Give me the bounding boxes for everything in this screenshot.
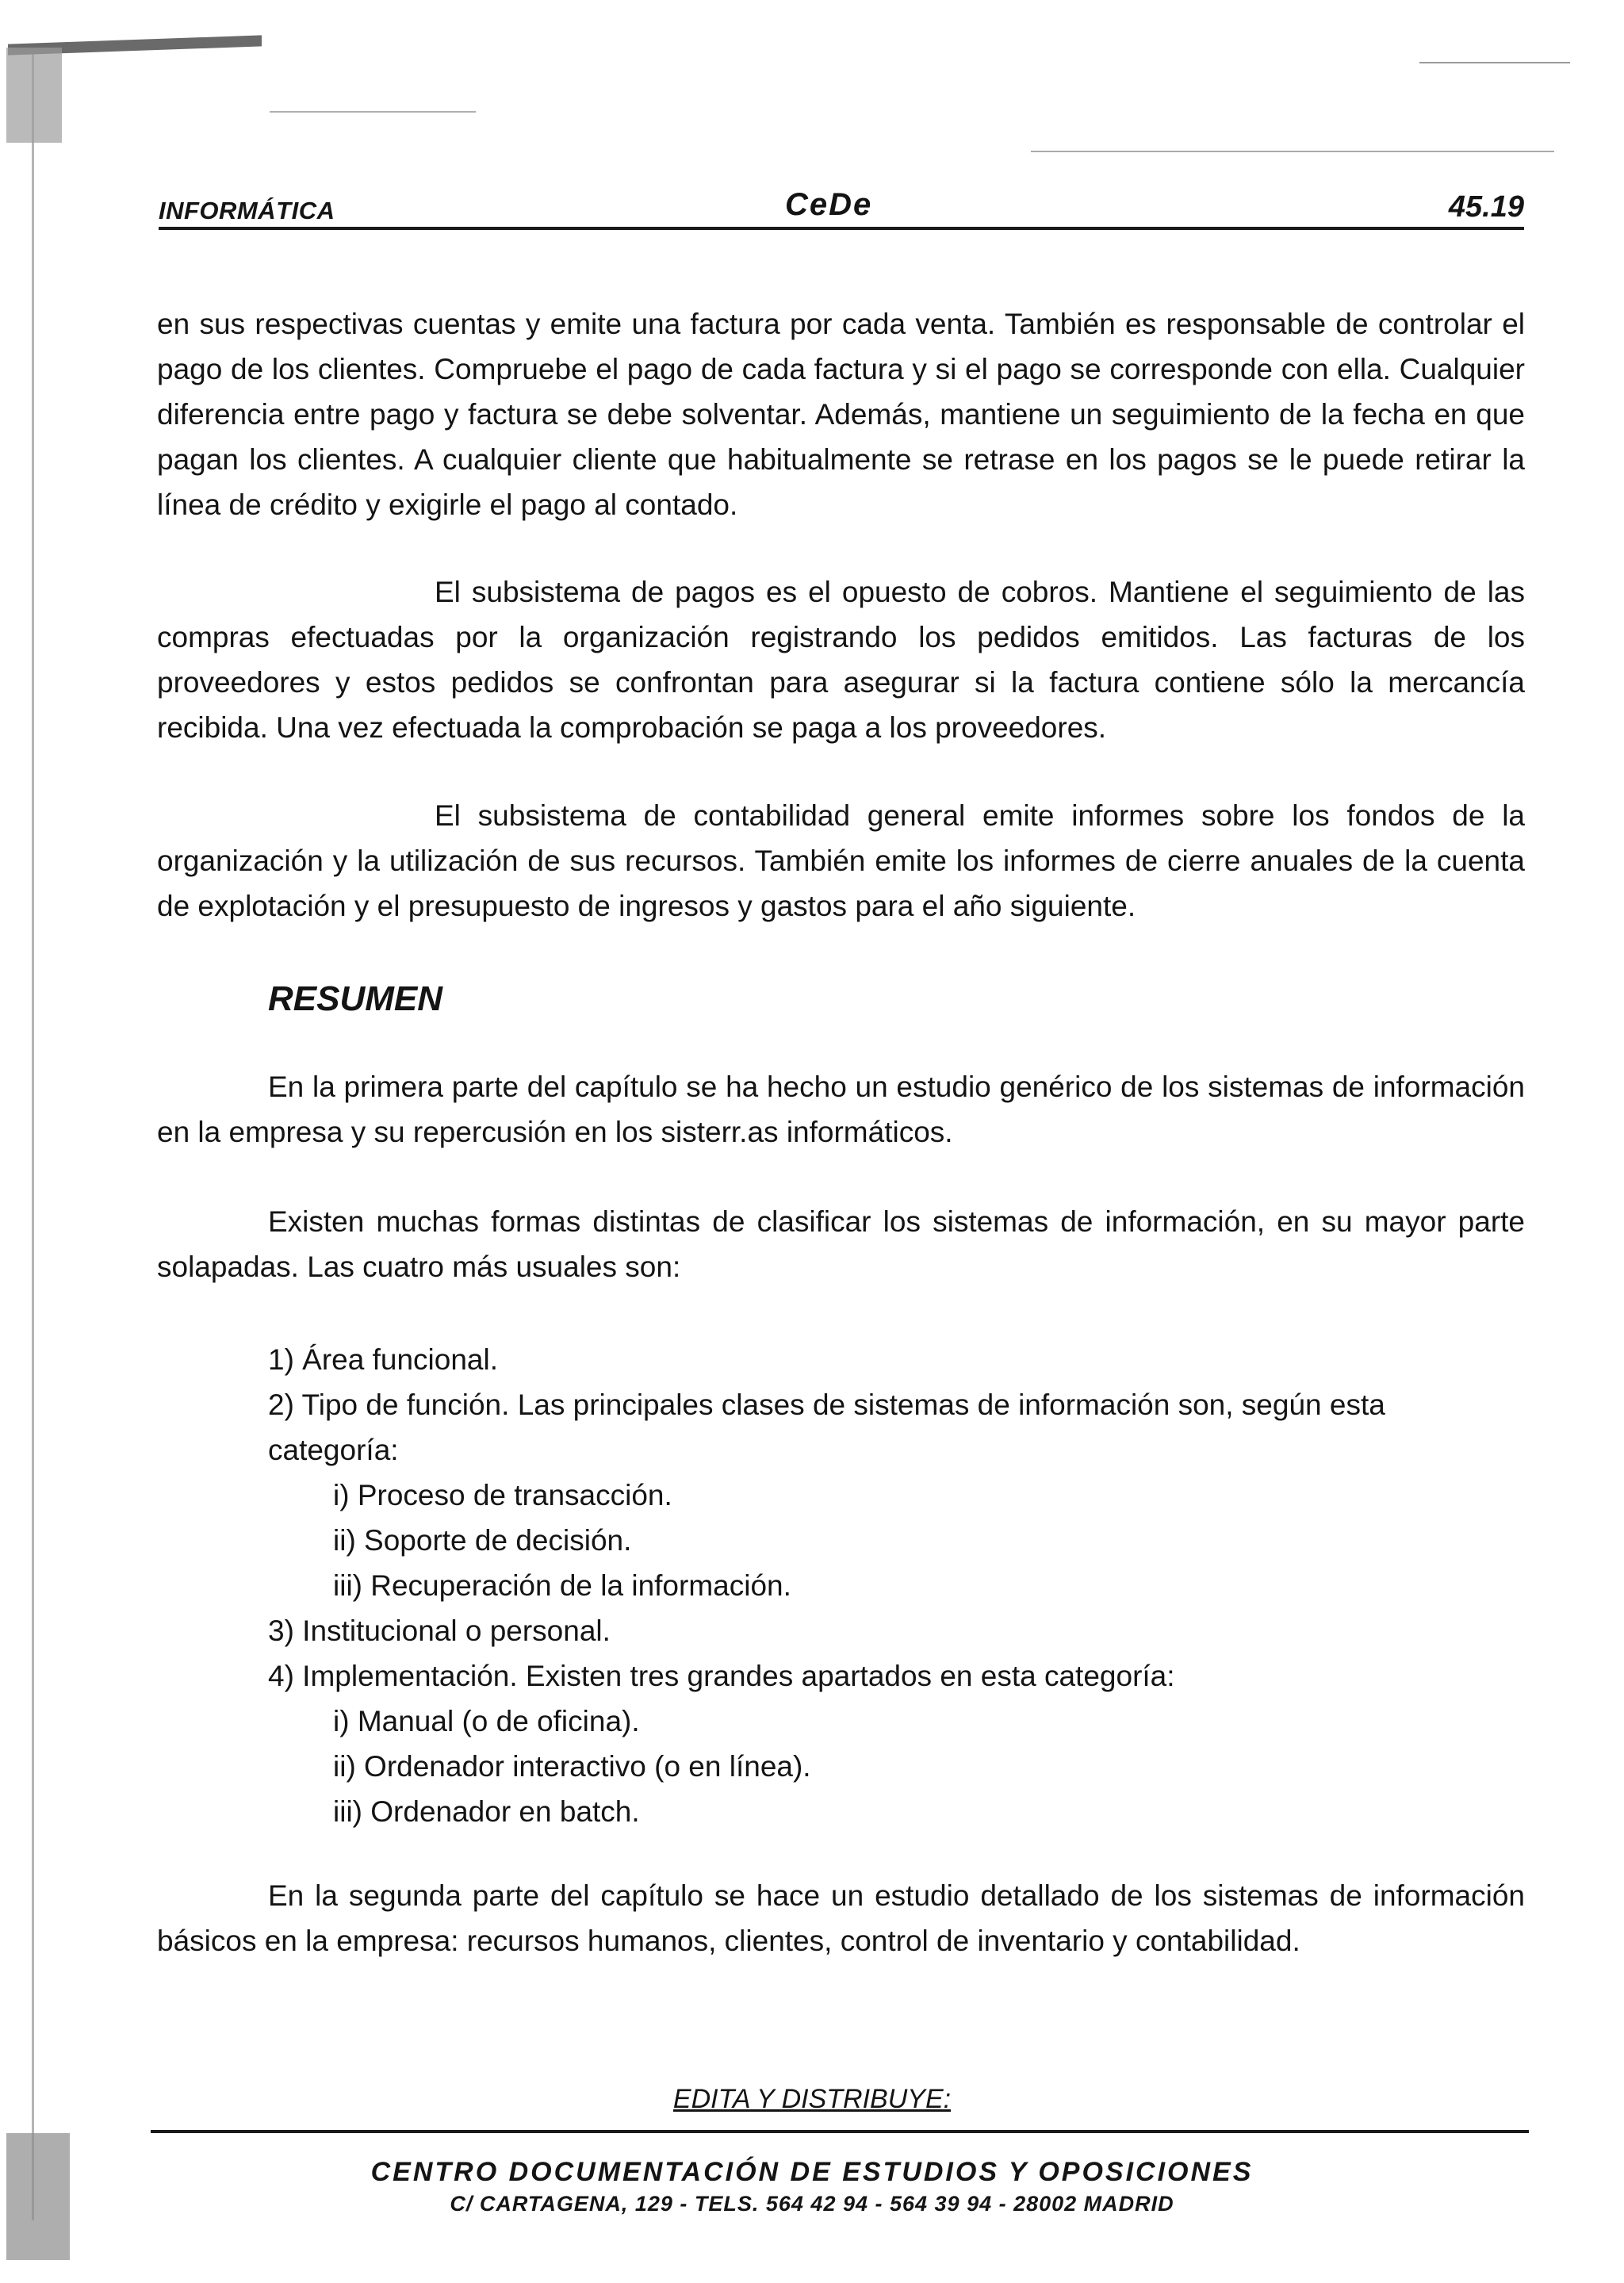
classification-list [157,1337,1525,1834]
scan-corner-smudge-top [6,48,62,143]
list-subitem: iii) Ordenador en batch. [333,1795,640,1828]
paragraph-resumen-clasificacion: Existen muchas formas distintas de clasificar los sistemas de información, en su mayor parte solapadas. Las cuatro más usuales son: [157,1205,1525,1283]
list-item: 1) Área funcional. [268,1343,499,1376]
header-subject: INFORMÁTICA [159,197,335,224]
list-subitem: i) Proceso de transacción. [333,1479,672,1511]
list-item-continuation: categoría: [268,1434,399,1466]
paragraph-pagos: El subsistema de pagos es el opuesto de cobros. Mantiene el seguimiento de las compras efectuadas por la organización registrando los pedidos emitidos. Las facturas de los proveedores y estos pedidos se confrontan para asegurar si la factura contiene sólo la mercancía recibida. Una vez efectuada la comprobación se paga a los proveedores. [157,576,1525,744]
header-page-number: 45.19 [1448,190,1524,224]
list-subitem: ii) Soporte de decisión. [333,1524,632,1557]
scan-top-line-left [270,111,476,113]
footer-title: EDITA Y DISTRIBUYE: [672,2084,952,2114]
scan-edge-line [32,48,34,2220]
scan-top-line-mid [1031,151,1554,152]
list-subitem: iii) Recuperación de la información. [333,1569,791,1602]
list-subitem: i) Manual (o de oficina). [333,1705,640,1737]
list-item: 4) Implementación. Existen tres grandes apartados en esta categoría: [268,1660,1175,1692]
footer-organization: CENTRO DOCUMENTACIÓN DE ESTUDIOS Y OPOSICIONES [370,2157,1254,2187]
paragraph-resumen-segunda-parte: En la segunda parte del capítulo se hace un estudio detallado de los sistemas de información básicos en la empresa: recursos humanos, clientes, control de inventario y contabilidad. [157,1879,1525,1957]
paragraph-cobros-continuation: en sus respectivas cuentas y emite una factura por cada venta. También es responsable de controlar el pago de los clientes. Compruebe el pago de cada factura y si el pago se corresponde con ella. Cualquier diferencia entre pago y factura se debe solventar. Además, mantiene un seguimiento de la fecha en que pagan los clientes. A cualquier cliente que habitualmente se retrase en los pagos se le puede retirar la línea de crédito y exigirle el pago al contado. [157,308,1525,521]
scan-top-line-right [1419,62,1570,63]
footer-rule [151,2130,1529,2133]
list-item: 2) Tipo de función. Las principales clases de sistemas de información son, según esta [268,1389,1385,1421]
footer-address: C/ CARTAGENA, 129 - TELS. 564 42 94 - 564 39 94 - 28002 MADRID [450,2192,1174,2216]
paragraph-contabilidad-general: El subsistema de contabilidad general emite informes sobre los fondos de la organización y la utilización de sus recursos. También emite los informes de cierre anuales de la cuenta de explotación y el presupuesto de ingresos y gastos para el año siguiente. [157,799,1525,922]
section-heading-resumen: RESUMEN [268,979,443,1018]
header-publisher-logo: CeDe [785,187,873,222]
list-subitem: ii) Ordenador interactivo (o en línea). [333,1750,811,1783]
list-item: 3) Institucional o personal. [268,1615,611,1647]
paragraph-resumen-intro: En la primera parte del capítulo se ha hecho un estudio genérico de los sistemas de información en la empresa y su repercusión en los sisterr.as informáticos. [157,1071,1525,1148]
header-rule [159,227,1524,230]
